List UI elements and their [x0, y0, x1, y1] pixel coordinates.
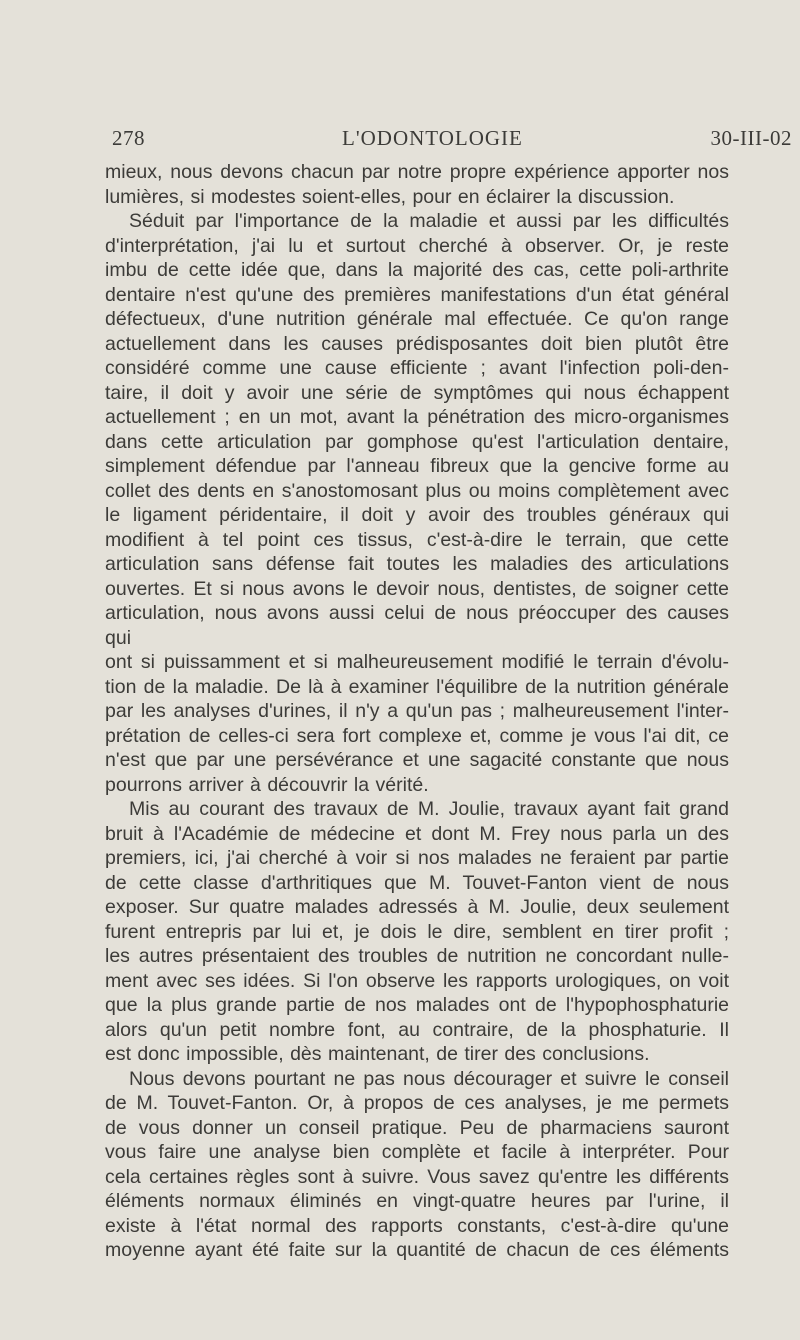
text-line: imbu de cette idée que, dans la majorité des cas, cette poli-arthrite — [105, 259, 729, 281]
text-line: vous faire une analyse bien complète et facile à interpréter. Pour — [105, 1141, 729, 1163]
text-line: exposer. Sur quatre malades adressés à M. Joulie, deux seulement — [105, 896, 729, 918]
text-line: furent entrepris par lui et, je dois le dire, semblent en tirer profit ; — [105, 920, 729, 943]
text-line: taire, il doit y avoir une série de symptômes qui nous échappent — [105, 381, 729, 404]
text-line: cela certaines règles sont à suivre. Vous savez qu'entre les différents — [105, 1165, 729, 1188]
text-line: actuellement ; en un mot, avant la pénétration des micro-organismes — [105, 406, 729, 428]
text-line: Nous devons pourtant ne pas nous décourager et suivre le conseil — [129, 1067, 729, 1090]
text-line: de cette classe d'arthritiques que M. Touvet-Fanton vient de nous — [105, 871, 729, 894]
text-line: premiers, ici, j'ai cherché à voir si nos malades ne feraient par partie — [105, 847, 729, 869]
text-line: simplement défendue par l'anneau fibreux que la gencive forme au — [105, 455, 729, 477]
text-line: ment avec ses idées. Si l'on observe les rapports urologiques, on voit — [105, 969, 729, 992]
text-line: existe à l'état normal des rapports constants, c'est-à-dire qu'une — [105, 1214, 729, 1237]
text-line: mieux, nous devons chacun par notre propre expérience apporter nos — [105, 161, 729, 183]
text-line: le ligament péridentaire, il doit y avoir des troubles généraux qui — [105, 504, 729, 526]
text-line: dans cette articulation par gomphose qu'est l'articulation dentaire, — [105, 430, 729, 453]
body-text — [105, 160, 729, 1263]
text-line: est donc impossible, dès maintenant, de tirer des conclusions. — [105, 1043, 650, 1065]
text-line: éléments normaux éliminés en vingt-quatre heures par l'urine, il — [105, 1190, 729, 1212]
text-line: défectueux, d'une nutrition générale mal effectuée. Ce qu'on range — [105, 308, 729, 330]
text-line: ouvertes. Et si nous avons le devoir nous, dentistes, de soigner cette — [105, 577, 729, 600]
issue-date: 30-III-02 — [710, 126, 792, 150]
text-line: moyenne ayant été faite sur la quantité de chacun de ces éléments — [105, 1239, 729, 1261]
text-line: dentaire n'est qu'une des premières manifestations d'un état général — [105, 283, 729, 306]
text-line: n'est que par une persévérance et une sagacité constante que nous — [105, 749, 729, 771]
text-line: d'interprétation, j'ai lu et surtout cherché à observer. Or, je reste — [105, 234, 729, 257]
text-line: modifient à tel point ces tissus, c'est-à-dire le terrain, que cette — [105, 528, 729, 551]
text-line: par les analyses d'urines, il n'y a qu'un pas ; malheureusement l'inter- — [105, 700, 729, 722]
text-line: de vous donner un conseil pratique. Peu de pharmaciens sauront — [105, 1116, 729, 1139]
page-number: 278 — [112, 126, 145, 150]
text-line: alors qu'un petit nombre font, au contraire, de la phosphaturie. Il — [105, 1018, 729, 1041]
text-line: Séduit par l'importance de la maladie et aussi par les difficultés — [129, 210, 729, 232]
text-line: collet des dents en s'anostomosant plus ou moins complètement avec — [105, 479, 729, 502]
text-line: bruit à l'Académie de médecine et dont M. Frey nous parla un des — [105, 822, 729, 845]
text-line: Mis au courant des travaux de M. Joulie, travaux ayant fait grand — [129, 798, 729, 820]
text-line: lumières, si modestes soient-elles, pour en éclairer la discussion. — [105, 185, 675, 208]
text-line: articulation, nous avons aussi celui de nous préoccuper des causes qui — [105, 602, 729, 649]
text-line: les autres présentaient des troubles de nutrition ne concordant nulle- — [105, 945, 729, 967]
text-line: pourrons arriver à découvrir la vérité. — [105, 773, 429, 796]
text-line: articulation sans défense fait toutes les maladies des articulations — [105, 553, 729, 575]
text-line: prétation de celles-ci sera fort complexe et, comme je vous l'ai dit, ce — [105, 724, 729, 747]
text-line: actuellement dans les causes prédisposantes doit bien plutôt être — [105, 332, 729, 355]
text-line: ont si puissamment et si malheureusement modifié le terrain d'évolu- — [105, 651, 729, 673]
text-line: tion de la maladie. De là à examiner l'équilibre de la nutrition générale — [105, 675, 729, 698]
text-line: de M. Touvet-Fanton. Or, à propos de ces analyses, je me permets — [105, 1092, 729, 1114]
page-header — [112, 126, 792, 158]
text-line: que la plus grande partie de nos malades ont de l'hypophosphaturie — [105, 994, 729, 1016]
text-line: considéré comme une cause efficiente ; avant l'infection poli-den- — [105, 357, 729, 379]
running-title: L'ODONTOLOGIE — [342, 126, 523, 150]
